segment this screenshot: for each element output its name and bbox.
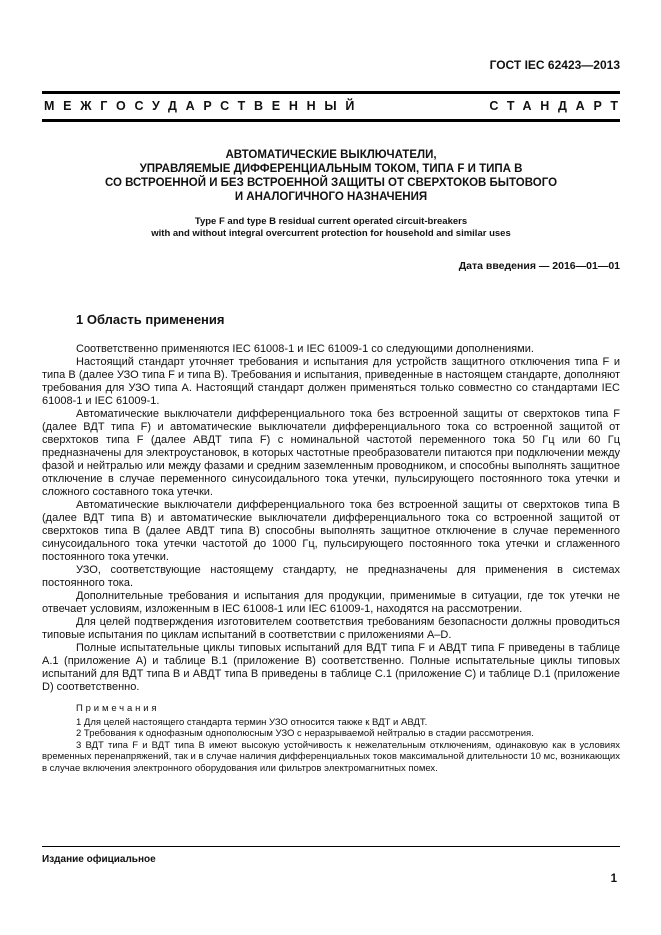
standard-type-word: МЕЖГОСУДАРСТВЕННЫЙ xyxy=(44,99,364,113)
note-item: 2 Требования к однофазным однополюсным УЗО с неразрываемой нейтралью в стадии рассмотрения. xyxy=(76,728,534,739)
title-en-line: with and without integral overcurrent protection for household and similar uses xyxy=(151,228,511,239)
title-ru-line: И АНАЛОГИЧНОГО НАЗНАЧЕНИЯ xyxy=(234,191,428,203)
title-en-line: Type F and type B residual current operated circuit-breakers xyxy=(194,216,468,227)
paragraph: Соответственно применяются IEC 61008-1 и IEC 61009-1 со следующими дополнениями. xyxy=(76,343,534,355)
note-item: 3 ВДТ типа F и ВДТ типа В имеют высокую устойчивость к нежелательным отключениям, одинаковую как в условиях временных перенапряжений, так и в случае наличия дифференциальных токов максимальной длительности 10 мс, возникающих в случае включения электронного оборудования или фильтров электромагнитных помех. xyxy=(42,739,620,774)
standard-type-word: СТАНДАРТ xyxy=(489,99,627,113)
paragraph: Дополнительные требования и испытания для продукции, применимые в ситуации, где ток утечки не отвечает условиям, изложенным в IEC 61008-1 или IEC 61009-1, находятся на рассмотрении. xyxy=(42,590,620,615)
doc-number: ГОСТ IEC 62423—2013 xyxy=(489,58,620,72)
paragraph: Для целей подтверждения изготовителем соответствия требованиям безопасности должны проводиться типовые испытания по циклам испытаний в соответствии с приложениями A–D. xyxy=(42,616,620,641)
title-ru-line: АВТОМАТИЧЕСКИЕ ВЫКЛЮЧАТЕЛИ, xyxy=(225,149,437,161)
title-ru-line: УПРАВЛЯЕМЫЕ ДИФФЕРЕНЦИАЛЬНЫМ ТОКОМ, ТИПА F И ТИПА В xyxy=(139,163,523,175)
note-item: 1 Для целей настоящего стандарта термин УЗО относится также к ВДТ и АВДТ. xyxy=(76,716,428,728)
paragraph: Полные испытательные циклы типовых испытаний для ВДТ типа F и АВДТ типа F приведены в таблице А.1 (приложение А) и таблице В.1 (приложение В) соответственно. Полные испытательные циклы типовых испытаний для ВДТ типа В и АВДТ типа В приведены в таблице С.1 (приложение С) и таблице D.1 (приложение D) соответственно. xyxy=(42,642,620,693)
paragraph: УЗО, соответствующие настоящему стандарту, не предназначены для применения в системах постоянного тока. xyxy=(42,564,620,589)
paragraph: Настоящий стандарт уточняет требования и испытания для устройств защитного отключения типа F и типа В (далее УЗО типа F и типа В). Требования и испытания, приведенные в настоящем стандарте, дополняют требования для УЗО типа А. Настоящий стандарт должен применяться только совместно со стандартами IEC 61008-1 и IEC 61009-1. xyxy=(42,356,620,407)
introduction-date: Дата введения — 2016—01—01 xyxy=(458,260,620,272)
section-heading: 1 Область применения xyxy=(76,312,225,327)
title-en xyxy=(42,216,620,240)
paragraph: Автоматические выключатели дифференциального тока без встроенной защиты от сверхтоков типа В (далее ВДТ типа В) и автоматические выключатели дифференциального тока со встроенной защитой от сверхтоков типа В (далее АВДТ типа В) способны выполнять защитное отключение в случае переменного синусоидального тока утечки частотой до 1000 Гц, пульсирующего постоянного тока утечки и сглаженного постоянного тока утечки. xyxy=(42,499,620,563)
notes-block xyxy=(42,703,620,774)
footer-rule xyxy=(42,846,620,847)
title-ru-line: СО ВСТРОЕННОЙ И БЕЗ ВСТРОЕННОЙ ЗАЩИТЫ ОТ СВЕРХТОКОВ БЫТОВОГО xyxy=(104,177,558,189)
body-paragraphs xyxy=(42,343,620,694)
header-rule-bottom xyxy=(42,119,620,122)
page-number: 1 xyxy=(610,873,617,885)
edition-label: Издание официальное xyxy=(42,854,156,865)
standard-type-banner xyxy=(42,94,627,119)
notes-heading: Примечания xyxy=(76,703,160,714)
paragraph: Автоматические выключатели дифференциального тока без встроенной защиты от сверхтоков типа F (далее ВДТ типа F) и автоматические выключатели дифференциального тока со встроенной защитой от сверхтоков типа F (далее АВДТ типа F) с номинальной частотой переменного тока 50 Гц или 60 Гц предназначены для электроустановок, в которых частотные преобразователи питаются при подключении между фазой и нейтралью или между фазами и средним заземленным проводником, и способны выполнять защитное отключение в случае переменного синусоидального тока утечки, пульсирующего постоянного тока утечки и сложного составного тока утечки. xyxy=(42,408,620,498)
title-ru xyxy=(42,148,620,204)
